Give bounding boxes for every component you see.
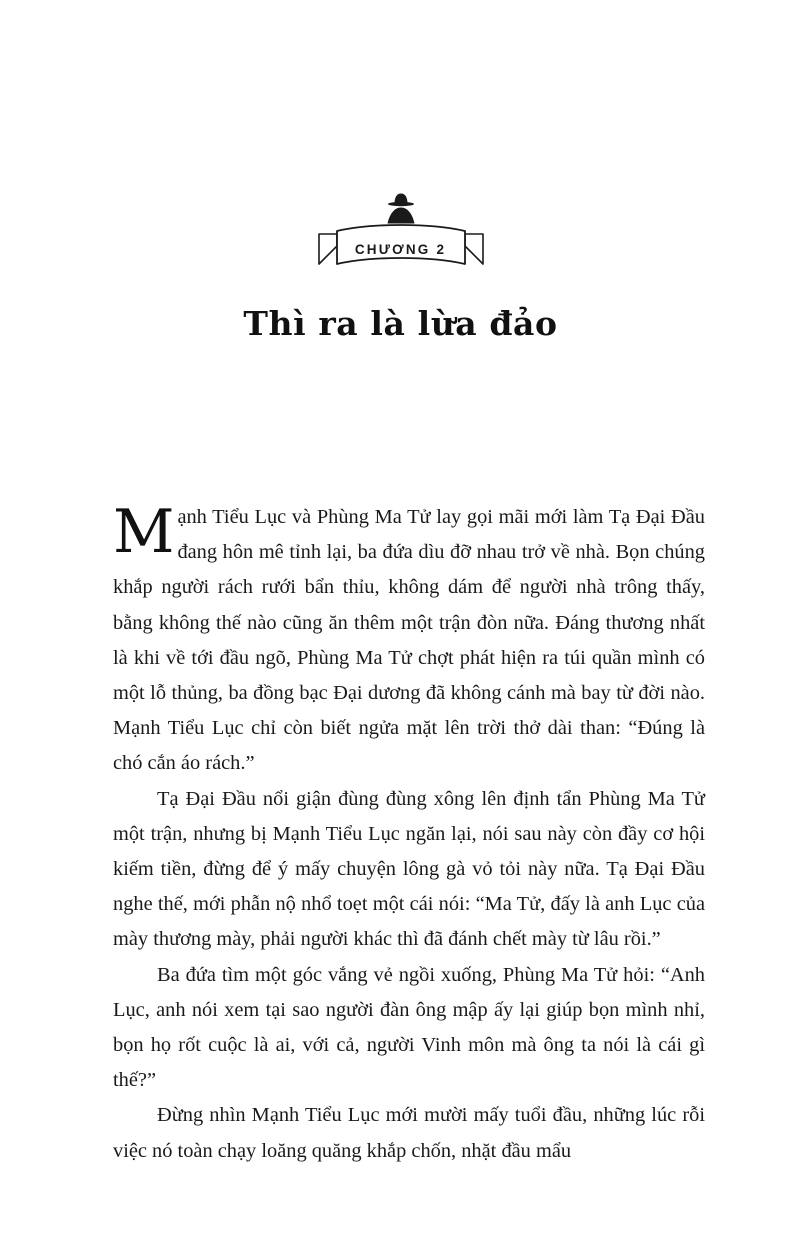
paragraph: Đừng nhìn Mạnh Tiểu Lục mới mười mấy tuổi đầu, những lúc rỗi việc nó toàn chạy loăng quăng khắp chốn, nhặt đầu mẩu [113,1104,705,1162]
man-with-hat-silhouette-icon [387,194,414,224]
chapter-ornament [311,190,491,300]
chapter-number: CHƯƠNG 2 [354,242,447,257]
paragraph-text: ạnh Tiểu Lục và Phùng Ma Tử lay gọi mãi mới làm Tạ Đại Đầu đang hôn mê tỉnh lại, ba đứa dìu đỡ nhau trở về nhà. Bọn chúng khắp người rách rưới bẩn thỉu, không dám để người nhà trông thấy, bằng không thế nào cũng ăn thêm một trận đòn nữa. Đáng thương nhất là khi về tới đầu ngõ, Phùng Ma Tử chợt phát hiện ra túi quần mình có một lỗ thủng, ba đồng bạc Đại dương đã không cánh mà bay từ đời nào. Mạnh Tiểu Lục chỉ còn biết ngửa mặt lên trời thở dài than: “Đúng là chó cắn áo rách.” [113,506,705,775]
drop-cap: M [113,497,175,567]
paragraph [113,497,705,782]
paragraph: Ba đứa tìm một góc vắng vẻ ngồi xuống, Phùng Ma Tử hỏi: “Anh Lục, anh nói xem tại sao người đàn ông mập ấy lại giúp bọn mình nhỉ, bọn họ rốt cuộc là ai, với cả, người Vinh môn mà ông ta nói là cái gì thế?” [113,963,705,1092]
paragraph: Tạ Đại Đầu nổi giận đùng đùng xông lên định tẩn Phùng Ma Tử một trận, nhưng bị Mạnh Tiểu Lục ngăn lại, nói sau này còn đầy cơ hội kiếm tiền, đừng để ý mấy chuyện lông gà vỏ tỏi này nữa. Tạ Đại Đầu nghe thế, mới phẫn nộ nhổ toẹt một cái nói: “Ma Tử, đấy là anh Lục của mày thương mày, phải người khác thì đã đánh chết mày từ lâu rồi.” [113,787,705,951]
chapter-header [0,190,801,343]
chapter-title: Thì ra là lừa đảo [243,304,558,343]
body-text [113,497,705,1169]
